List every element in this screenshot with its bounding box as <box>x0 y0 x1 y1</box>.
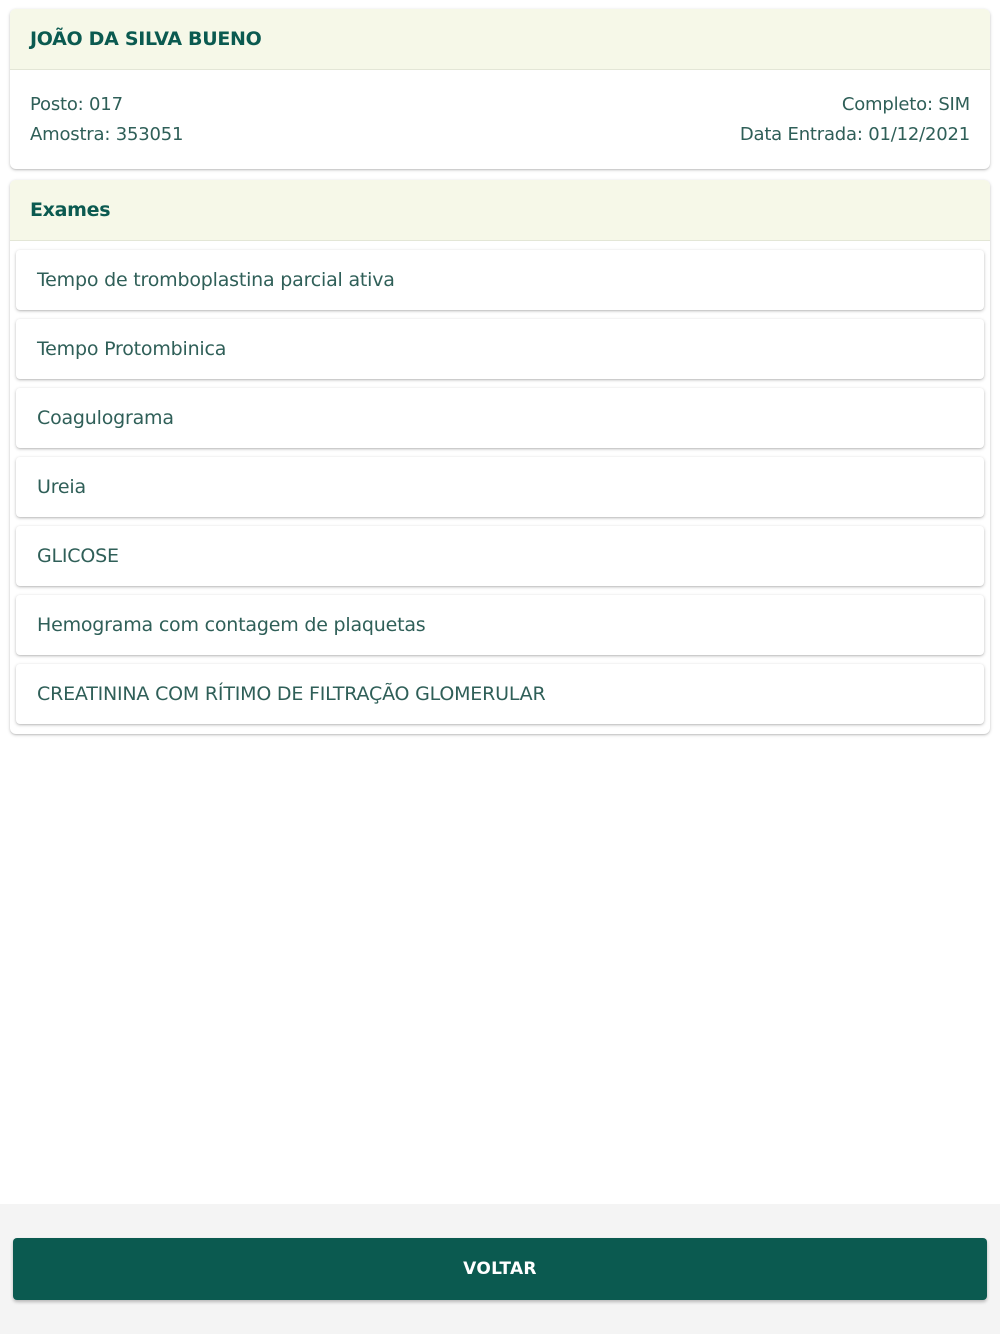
data-entrada-value: Data Entrada: 01/12/2021 <box>739 124 970 145</box>
exam-item[interactable] <box>16 664 984 724</box>
exam-label: Ureia <box>37 476 86 498</box>
exams-header <box>10 180 990 241</box>
exams-card <box>10 180 990 734</box>
exam-label: CREATININA COM RÍTIMO DE FILTRAÇÃO GLOMERULAR <box>37 683 546 705</box>
posto-value: Posto: 017 <box>30 94 123 115</box>
patient-name: JOÃO DA SILVA BUENO <box>30 28 262 50</box>
completo-value: Completo: SIM <box>841 94 970 115</box>
exam-label: Tempo de tromboplastina parcial ativa <box>37 269 395 291</box>
exam-item[interactable] <box>16 595 984 655</box>
amostra-value: Amostra: 353051 <box>30 124 184 145</box>
exam-item[interactable] <box>16 457 984 517</box>
patient-card <box>10 9 990 169</box>
exam-item[interactable] <box>16 526 984 586</box>
exam-item[interactable] <box>16 250 984 310</box>
exam-label: GLICOSE <box>37 545 119 567</box>
exam-label: Coagulograma <box>37 407 174 429</box>
back-button[interactable]: VOLTAR <box>13 1238 987 1300</box>
exam-item[interactable] <box>16 319 984 379</box>
patient-header <box>10 9 990 70</box>
exam-label: Tempo Protombinica <box>37 338 227 360</box>
exam-label: Hemograma com contagem de plaquetas <box>37 614 426 636</box>
patient-info <box>10 70 990 169</box>
exam-item[interactable] <box>16 388 984 448</box>
exams-title: Exames <box>30 199 111 221</box>
footer-bar <box>0 1204 1000 1334</box>
